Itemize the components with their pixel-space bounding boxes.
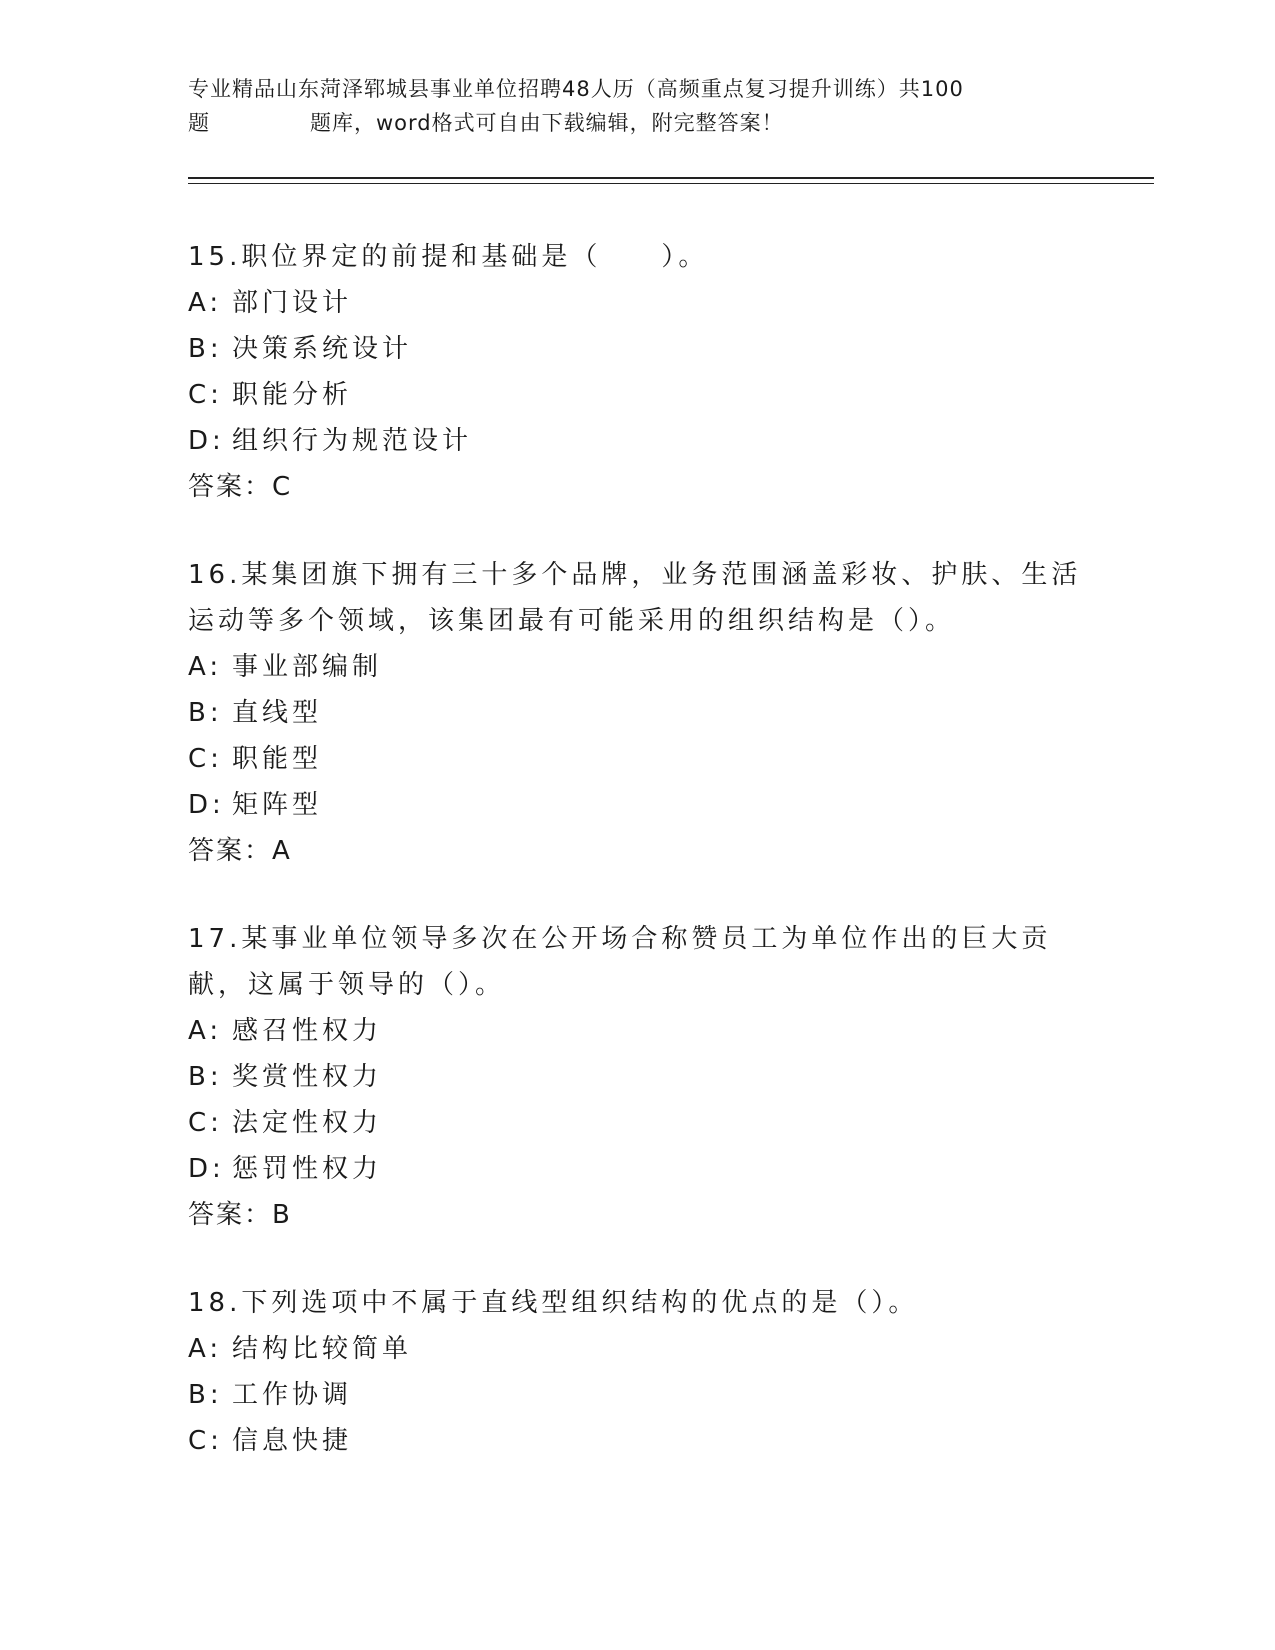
question-17 bbox=[188, 916, 1088, 1238]
option-letter: B: bbox=[188, 1380, 223, 1410]
option-letter: C: bbox=[188, 1108, 223, 1138]
header-line-2 bbox=[188, 106, 1068, 140]
option-text: 决策系统设计 bbox=[232, 334, 413, 364]
option-text: 职能型 bbox=[232, 744, 323, 774]
option-letter: A: bbox=[188, 1334, 223, 1364]
option-a bbox=[188, 644, 1088, 690]
option-letter: C: bbox=[188, 1426, 223, 1456]
option-c bbox=[188, 1100, 1088, 1146]
option-text: 工作协调 bbox=[232, 1380, 353, 1410]
option-text: 部门设计 bbox=[232, 288, 353, 318]
option-letter: B: bbox=[188, 1062, 223, 1092]
option-text: 事业部编制 bbox=[232, 652, 383, 682]
question-16 bbox=[188, 552, 1088, 874]
header-divider-bottom bbox=[188, 183, 1154, 184]
option-d bbox=[188, 1146, 1088, 1192]
header-line-2-left: 题 bbox=[188, 111, 210, 135]
option-letter: B: bbox=[188, 698, 223, 728]
header-divider-top bbox=[188, 177, 1154, 179]
option-b bbox=[188, 326, 1088, 372]
option-text: 直线型 bbox=[232, 698, 323, 728]
option-a bbox=[188, 1326, 1088, 1372]
option-letter: D: bbox=[188, 1154, 225, 1184]
header-line-1: 专业精品山东菏泽郓城县事业单位招聘48人历（高频重点复习提升训练）共100 bbox=[188, 77, 964, 101]
option-letter: D: bbox=[188, 426, 225, 456]
option-b bbox=[188, 1372, 1088, 1418]
option-b bbox=[188, 690, 1088, 736]
question-stem: 15.职位界定的前提和基础是（ ）。 bbox=[188, 242, 709, 272]
option-c bbox=[188, 736, 1088, 782]
answer-line: 答案：B bbox=[188, 1200, 292, 1230]
header-line-2-right: 题库，word格式可自由下载编辑，附完整答案！ bbox=[310, 111, 784, 135]
question-15 bbox=[188, 234, 1088, 510]
document-header bbox=[188, 72, 1068, 140]
option-d bbox=[188, 418, 1088, 464]
option-text: 组织行为规范设计 bbox=[232, 426, 473, 456]
question-stem: 16.某集团旗下拥有三十多个品牌，业务范围涵盖彩妆、护肤、生活运动等多个领域，该集团最有可能采用的组织结构是（）。 bbox=[188, 560, 1082, 636]
option-text: 矩阵型 bbox=[232, 790, 323, 820]
question-18 bbox=[188, 1280, 1088, 1464]
option-letter: B: bbox=[188, 334, 223, 364]
option-text: 法定性权力 bbox=[232, 1108, 383, 1138]
option-letter: C: bbox=[188, 380, 223, 410]
option-text: 信息快捷 bbox=[232, 1426, 353, 1456]
option-letter: A: bbox=[188, 288, 223, 318]
option-text: 奖赏性权力 bbox=[232, 1062, 383, 1092]
option-letter: D: bbox=[188, 790, 225, 820]
question-list bbox=[188, 234, 1088, 1506]
option-letter: A: bbox=[188, 1016, 223, 1046]
question-stem: 18.下列选项中不属于直线型组织结构的优点的是（）。 bbox=[188, 1288, 919, 1318]
option-a bbox=[188, 280, 1088, 326]
option-text: 结构比较简单 bbox=[232, 1334, 413, 1364]
question-stem: 17.某事业单位领导多次在公开场合称赞员工为单位作出的巨大贡献，这属于领导的（）。 bbox=[188, 924, 1052, 1000]
option-letter: A: bbox=[188, 652, 223, 682]
answer-line: 答案：A bbox=[188, 836, 292, 866]
option-text: 职能分析 bbox=[232, 380, 353, 410]
option-text: 惩罚性权力 bbox=[232, 1154, 383, 1184]
option-c bbox=[188, 1418, 1088, 1464]
option-d bbox=[188, 782, 1088, 828]
option-a bbox=[188, 1008, 1088, 1054]
answer-line: 答案：C bbox=[188, 472, 293, 502]
option-b bbox=[188, 1054, 1088, 1100]
option-c bbox=[188, 372, 1088, 418]
option-text: 感召性权力 bbox=[232, 1016, 383, 1046]
option-letter: C: bbox=[188, 744, 223, 774]
